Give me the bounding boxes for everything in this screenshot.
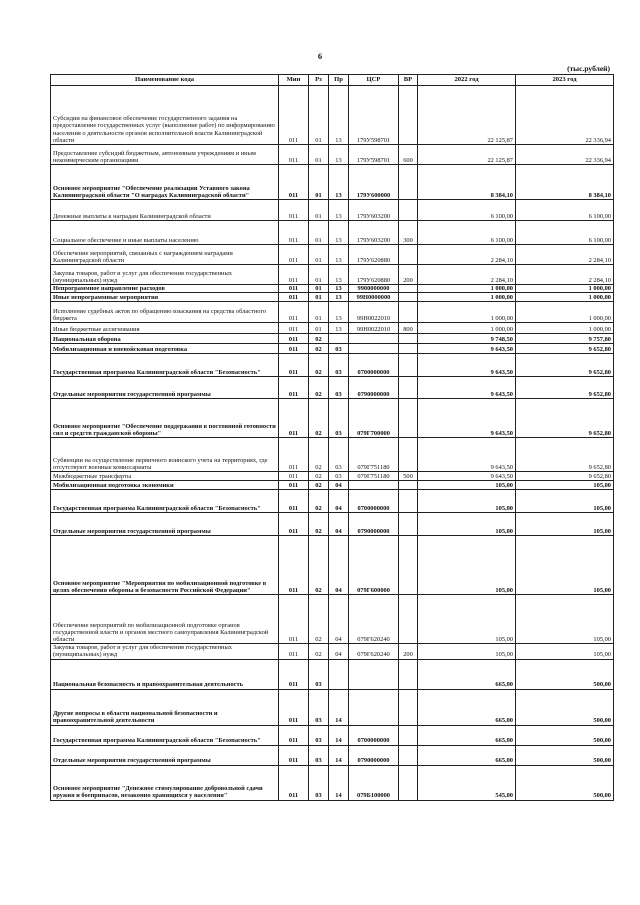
table-row bbox=[51, 86, 614, 145]
cell-pr bbox=[329, 334, 349, 344]
cell-min: 011 bbox=[279, 513, 309, 536]
cell-vr bbox=[399, 490, 418, 513]
cell-rz: 02 bbox=[309, 344, 329, 354]
cell-csr: 99Н0000000 bbox=[349, 293, 399, 302]
cell-y2023: 6 100,00 bbox=[516, 200, 614, 221]
cell-rz: 02 bbox=[309, 644, 329, 659]
table-row bbox=[51, 302, 614, 323]
cell-y2023: 6 100,00 bbox=[516, 221, 614, 245]
cell-pr: 04 bbox=[329, 644, 349, 659]
cell-name: Непрограммное направление расходов bbox=[51, 285, 279, 293]
cell-y2022: 2 284,10 bbox=[418, 245, 516, 265]
cell-csr: 179У603200 bbox=[349, 200, 399, 221]
table-row bbox=[51, 490, 614, 513]
budget-table bbox=[50, 74, 614, 801]
cell-y2023: 1 000,00 bbox=[516, 323, 614, 334]
cell-rz: 01 bbox=[309, 200, 329, 221]
table-row bbox=[51, 399, 614, 438]
cell-rz: 02 bbox=[309, 334, 329, 344]
cell-vr bbox=[399, 165, 418, 200]
cell-name: Государственная программа Калининградской области "Безопасность" bbox=[51, 490, 279, 513]
cell-vr bbox=[399, 293, 418, 302]
cell-y2022: 9 643,50 bbox=[418, 399, 516, 438]
cell-csr: 079Г751180 bbox=[349, 438, 399, 472]
table-row bbox=[51, 472, 614, 481]
cell-name: Национальная оборона bbox=[51, 334, 279, 344]
cell-min: 011 bbox=[279, 490, 309, 513]
cell-csr: 179У603200 bbox=[349, 221, 399, 245]
cell-min: 011 bbox=[279, 438, 309, 472]
cell-y2022: 665,00 bbox=[418, 745, 516, 765]
col-header-csr: ЦСР bbox=[349, 75, 399, 86]
cell-vr bbox=[399, 399, 418, 438]
cell-pr: 03 bbox=[329, 438, 349, 472]
table-row bbox=[51, 145, 614, 165]
cell-rz: 01 bbox=[309, 221, 329, 245]
cell-rz: 03 bbox=[309, 745, 329, 765]
cell-vr bbox=[399, 354, 418, 377]
cell-name: Предоставление субсидий бюджетным, автономным учреждениям и иным некоммерческим организациям bbox=[51, 145, 279, 165]
table-row bbox=[51, 644, 614, 659]
cell-rz: 03 bbox=[309, 725, 329, 745]
cell-min: 011 bbox=[279, 145, 309, 165]
cell-vr bbox=[399, 659, 418, 689]
cell-min: 011 bbox=[279, 334, 309, 344]
cell-pr: 14 bbox=[329, 745, 349, 765]
cell-csr: 179У620880 bbox=[349, 245, 399, 265]
cell-pr: 04 bbox=[329, 490, 349, 513]
cell-vr bbox=[399, 481, 418, 490]
cell-min: 011 bbox=[279, 644, 309, 659]
cell-pr: 13 bbox=[329, 285, 349, 293]
table-row bbox=[51, 765, 614, 800]
cell-name: Другие вопросы в области национальной безопасности и правоохранительной деятельности bbox=[51, 689, 279, 725]
cell-pr: 04 bbox=[329, 481, 349, 490]
cell-name: Отдельные мероприятия государственной программы bbox=[51, 377, 279, 399]
cell-y2022: 665,00 bbox=[418, 659, 516, 689]
cell-rz: 01 bbox=[309, 245, 329, 265]
cell-rz: 01 bbox=[309, 302, 329, 323]
col-header-name: Наименование кода bbox=[51, 75, 279, 86]
cell-y2023: 9 652,80 bbox=[516, 399, 614, 438]
cell-rz: 03 bbox=[309, 765, 329, 800]
cell-csr: 079Г620240 bbox=[349, 644, 399, 659]
cell-vr: 200 bbox=[399, 644, 418, 659]
cell-rz: 03 bbox=[309, 689, 329, 725]
cell-rz: 01 bbox=[309, 285, 329, 293]
cell-pr: 13 bbox=[329, 221, 349, 245]
cell-pr: 03 bbox=[329, 399, 349, 438]
cell-y2022: 9 643,50 bbox=[418, 354, 516, 377]
cell-csr: 179У620880 bbox=[349, 265, 399, 285]
table-row bbox=[51, 200, 614, 221]
cell-y2023: 22 336,94 bbox=[516, 86, 614, 145]
cell-rz: 03 bbox=[309, 659, 329, 689]
cell-csr: 179У600000 bbox=[349, 165, 399, 200]
table-row bbox=[51, 334, 614, 344]
cell-vr bbox=[399, 285, 418, 293]
cell-y2023: 105,00 bbox=[516, 595, 614, 644]
cell-csr: 079Г600000 bbox=[349, 536, 399, 595]
cell-csr: 9900000000 bbox=[349, 285, 399, 293]
col-header-2022: 2022 год bbox=[418, 75, 516, 86]
cell-y2023: 105,00 bbox=[516, 536, 614, 595]
cell-min: 011 bbox=[279, 536, 309, 595]
cell-y2022: 105,00 bbox=[418, 644, 516, 659]
cell-min: 011 bbox=[279, 377, 309, 399]
cell-vr bbox=[399, 86, 418, 145]
cell-vr bbox=[399, 513, 418, 536]
cell-y2023: 9 757,80 bbox=[516, 334, 614, 344]
cell-y2023: 2 284,10 bbox=[516, 265, 614, 285]
table-row bbox=[51, 595, 614, 644]
cell-pr: 14 bbox=[329, 765, 349, 800]
cell-y2022: 105,00 bbox=[418, 490, 516, 513]
cell-vr bbox=[399, 302, 418, 323]
cell-min: 011 bbox=[279, 285, 309, 293]
cell-y2023: 105,00 bbox=[516, 513, 614, 536]
cell-y2023: 500,00 bbox=[516, 689, 614, 725]
cell-name: Государственная программа Калининградской области "Безопасность" bbox=[51, 725, 279, 745]
cell-pr: 13 bbox=[329, 293, 349, 302]
cell-y2023: 105,00 bbox=[516, 481, 614, 490]
cell-name: Основное мероприятие "Обеспечение поддержания в постоянной готовности сил и средств гражданской обороны" bbox=[51, 399, 279, 438]
cell-rz: 01 bbox=[309, 323, 329, 334]
cell-min: 011 bbox=[279, 481, 309, 490]
cell-y2022: 9 643,50 bbox=[418, 344, 516, 354]
cell-y2023: 9 652,80 bbox=[516, 344, 614, 354]
cell-name: Мобилизационная и вневойсковая подготовка bbox=[51, 344, 279, 354]
cell-y2022: 8 384,10 bbox=[418, 165, 516, 200]
cell-rz: 01 bbox=[309, 165, 329, 200]
cell-vr bbox=[399, 334, 418, 344]
cell-csr: 0790000000 bbox=[349, 513, 399, 536]
cell-vr: 500 bbox=[399, 472, 418, 481]
cell-csr: 079Г700000 bbox=[349, 399, 399, 438]
cell-csr: 079Г751180 bbox=[349, 472, 399, 481]
cell-name: Иные бюджетные ассигнования bbox=[51, 323, 279, 334]
cell-y2022: 22 125,87 bbox=[418, 86, 516, 145]
cell-rz: 01 bbox=[309, 265, 329, 285]
cell-y2022: 9 643,50 bbox=[418, 472, 516, 481]
cell-name: Отдельные мероприятия государственной программы bbox=[51, 745, 279, 765]
cell-y2023: 9 652,80 bbox=[516, 438, 614, 472]
cell-min: 011 bbox=[279, 302, 309, 323]
cell-pr: 13 bbox=[329, 245, 349, 265]
cell-min: 011 bbox=[279, 725, 309, 745]
cell-y2022: 105,00 bbox=[418, 536, 516, 595]
cell-rz: 02 bbox=[309, 377, 329, 399]
cell-rz: 02 bbox=[309, 595, 329, 644]
cell-pr: 03 bbox=[329, 472, 349, 481]
table-row bbox=[51, 689, 614, 725]
cell-csr bbox=[349, 689, 399, 725]
cell-name: Социальное обеспечение и иные выплаты населению bbox=[51, 221, 279, 245]
cell-vr bbox=[399, 344, 418, 354]
cell-rz: 02 bbox=[309, 490, 329, 513]
cell-vr bbox=[399, 765, 418, 800]
table-row bbox=[51, 285, 614, 293]
cell-pr: 03 bbox=[329, 354, 349, 377]
col-header-2023: 2023 год bbox=[516, 75, 614, 86]
cell-name: Субсидии на финансовое обеспечение государственного задания на предоставление государственных услуг (выполнение работ) по информированию населения о деятельности органов исполнительной власти Калининградской области bbox=[51, 86, 279, 145]
cell-pr: 13 bbox=[329, 265, 349, 285]
table-row bbox=[51, 221, 614, 245]
cell-name: Исполнение судебных актов по обращению взыскания на средства областного бюджета bbox=[51, 302, 279, 323]
cell-name: Основное мероприятие "Обеспечение реализации Уставного закона Калининградской области "О наградах Калининградской области" bbox=[51, 165, 279, 200]
cell-min: 011 bbox=[279, 689, 309, 725]
table-row bbox=[51, 659, 614, 689]
cell-vr bbox=[399, 200, 418, 221]
table-row bbox=[51, 745, 614, 765]
cell-pr: 13 bbox=[329, 86, 349, 145]
cell-vr bbox=[399, 689, 418, 725]
cell-y2022: 665,00 bbox=[418, 725, 516, 745]
cell-rz: 01 bbox=[309, 145, 329, 165]
cell-csr: 0700000000 bbox=[349, 490, 399, 513]
cell-y2023: 9 652,80 bbox=[516, 472, 614, 481]
cell-pr: 04 bbox=[329, 595, 349, 644]
cell-y2023: 2 284,10 bbox=[516, 245, 614, 265]
cell-pr: 03 bbox=[329, 344, 349, 354]
page-number: 6 bbox=[317, 51, 323, 61]
cell-min: 011 bbox=[279, 323, 309, 334]
cell-vr bbox=[399, 245, 418, 265]
table-row bbox=[51, 377, 614, 399]
cell-vr bbox=[399, 377, 418, 399]
cell-y2022: 105,00 bbox=[418, 513, 516, 536]
cell-csr: 99Н0022010 bbox=[349, 302, 399, 323]
cell-y2022: 665,00 bbox=[418, 689, 516, 725]
cell-pr: 04 bbox=[329, 513, 349, 536]
cell-csr: 079Б100000 bbox=[349, 765, 399, 800]
table-row bbox=[51, 536, 614, 595]
cell-rz: 02 bbox=[309, 481, 329, 490]
cell-pr: 13 bbox=[329, 165, 349, 200]
cell-name: Закупка товаров, работ и услуг для обеспечения государственных (муниципальных) нужд bbox=[51, 644, 279, 659]
cell-y2023: 22 336,94 bbox=[516, 145, 614, 165]
col-header-pr: Пр bbox=[329, 75, 349, 86]
cell-csr: 0790000000 bbox=[349, 377, 399, 399]
cell-y2022: 105,00 bbox=[418, 481, 516, 490]
cell-y2022: 22 125,87 bbox=[418, 145, 516, 165]
cell-name: Субвенции на осуществление первичного воинского учета на территориях, где отсутствуют военные комиссариаты bbox=[51, 438, 279, 472]
cell-csr: 0700000000 bbox=[349, 354, 399, 377]
cell-csr bbox=[349, 344, 399, 354]
cell-csr: 179У598701 bbox=[349, 86, 399, 145]
table-row bbox=[51, 513, 614, 536]
cell-csr: 079Г620240 bbox=[349, 595, 399, 644]
cell-name: Отдельные мероприятия государственной программы bbox=[51, 513, 279, 536]
cell-rz: 01 bbox=[309, 86, 329, 145]
cell-y2022: 1 000,00 bbox=[418, 293, 516, 302]
cell-y2022: 6 100,00 bbox=[418, 221, 516, 245]
col-header-min: Мин bbox=[279, 75, 309, 86]
cell-rz: 02 bbox=[309, 472, 329, 481]
cell-y2023: 500,00 bbox=[516, 725, 614, 745]
cell-y2023: 1 000,00 bbox=[516, 293, 614, 302]
cell-vr bbox=[399, 536, 418, 595]
cell-y2022: 1 000,00 bbox=[418, 285, 516, 293]
cell-y2023: 500,00 bbox=[516, 745, 614, 765]
cell-pr: 03 bbox=[329, 377, 349, 399]
cell-name: Основное мероприятие "Мероприятия по мобилизационной подготовке в целях обеспечения обороны и безопасности Российской Федерации" bbox=[51, 536, 279, 595]
cell-min: 011 bbox=[279, 399, 309, 438]
cell-y2023: 1 000,00 bbox=[516, 285, 614, 293]
cell-min: 011 bbox=[279, 86, 309, 145]
cell-min: 011 bbox=[279, 472, 309, 481]
table-row bbox=[51, 245, 614, 265]
cell-csr: 0700000000 bbox=[349, 725, 399, 745]
cell-csr bbox=[349, 481, 399, 490]
cell-pr: 14 bbox=[329, 689, 349, 725]
table-row bbox=[51, 354, 614, 377]
cell-name: Мобилизационная подготовка экономики bbox=[51, 481, 279, 490]
cell-min: 011 bbox=[279, 745, 309, 765]
cell-min: 011 bbox=[279, 293, 309, 302]
cell-rz: 02 bbox=[309, 399, 329, 438]
cell-y2023: 105,00 bbox=[516, 490, 614, 513]
cell-vr: 600 bbox=[399, 145, 418, 165]
cell-y2022: 9 643,50 bbox=[418, 438, 516, 472]
cell-rz: 02 bbox=[309, 536, 329, 595]
cell-y2022: 1 000,00 bbox=[418, 302, 516, 323]
col-header-vr: ВР bbox=[399, 75, 418, 86]
cell-name: Государственная программа Калининградской области "Безопасность" bbox=[51, 354, 279, 377]
cell-pr: 13 bbox=[329, 200, 349, 221]
cell-name: Обеспечение мероприятий по мобилизационной подготовке органов государственной власти и органов местного самоуправления Калининградской области bbox=[51, 595, 279, 644]
cell-min: 011 bbox=[279, 165, 309, 200]
cell-y2022: 105,00 bbox=[418, 595, 516, 644]
cell-vr bbox=[399, 438, 418, 472]
cell-y2022: 9 748,50 bbox=[418, 334, 516, 344]
cell-rz: 02 bbox=[309, 438, 329, 472]
cell-csr: 179У598701 bbox=[349, 145, 399, 165]
cell-y2023: 9 652,80 bbox=[516, 354, 614, 377]
cell-y2023: 8 384,10 bbox=[516, 165, 614, 200]
table-row bbox=[51, 344, 614, 354]
cell-min: 011 bbox=[279, 221, 309, 245]
cell-y2022: 9 643,50 bbox=[418, 377, 516, 399]
cell-min: 011 bbox=[279, 595, 309, 644]
cell-vr bbox=[399, 595, 418, 644]
table-header-row bbox=[51, 75, 614, 86]
cell-pr: 13 bbox=[329, 302, 349, 323]
cell-pr: 14 bbox=[329, 725, 349, 745]
cell-vr: 300 bbox=[399, 221, 418, 245]
table-row bbox=[51, 725, 614, 745]
cell-y2022: 1 000,00 bbox=[418, 323, 516, 334]
cell-y2022: 2 284,10 bbox=[418, 265, 516, 285]
cell-y2023: 1 000,00 bbox=[516, 302, 614, 323]
cell-csr: 99Н0022010 bbox=[349, 323, 399, 334]
cell-min: 011 bbox=[279, 659, 309, 689]
cell-csr: 0790000000 bbox=[349, 745, 399, 765]
cell-name: Денежные выплаты к наградам Калининградской области bbox=[51, 200, 279, 221]
cell-y2023: 500,00 bbox=[516, 659, 614, 689]
cell-pr: 04 bbox=[329, 536, 349, 595]
cell-vr bbox=[399, 725, 418, 745]
cell-name: Закупка товаров, работ и услуг для обеспечения государственных (муниципальных) нужд bbox=[51, 265, 279, 285]
cell-y2023: 500,00 bbox=[516, 765, 614, 800]
cell-y2022: 545,00 bbox=[418, 765, 516, 800]
cell-csr bbox=[349, 334, 399, 344]
cell-vr: 800 bbox=[399, 323, 418, 334]
cell-y2022: 6 100,00 bbox=[418, 200, 516, 221]
cell-name: Межбюджетные трансферты bbox=[51, 472, 279, 481]
cell-y2023: 9 652,80 bbox=[516, 377, 614, 399]
cell-name: Основное мероприятие "Денежное стимулирование добровольной сдачи оружия и боеприпасов, незаконно хранящихся у населения" bbox=[51, 765, 279, 800]
table-row bbox=[51, 293, 614, 302]
cell-name: Обеспечение мероприятий, связанных с награждением наградами Калининградской области bbox=[51, 245, 279, 265]
cell-name: Национальная безопасность и правоохранительная деятельность bbox=[51, 659, 279, 689]
table-row bbox=[51, 265, 614, 285]
cell-rz: 01 bbox=[309, 293, 329, 302]
col-header-rz: Рз bbox=[309, 75, 329, 86]
cell-min: 011 bbox=[279, 354, 309, 377]
table-body bbox=[51, 86, 614, 801]
cell-vr bbox=[399, 745, 418, 765]
cell-vr: 200 bbox=[399, 265, 418, 285]
cell-pr: 13 bbox=[329, 145, 349, 165]
cell-csr bbox=[349, 659, 399, 689]
cell-y2023: 105,00 bbox=[516, 644, 614, 659]
cell-min: 011 bbox=[279, 765, 309, 800]
cell-min: 011 bbox=[279, 200, 309, 221]
cell-name: Иные непрограммные мероприятия bbox=[51, 293, 279, 302]
cell-min: 011 bbox=[279, 265, 309, 285]
cell-min: 011 bbox=[279, 344, 309, 354]
cell-pr bbox=[329, 659, 349, 689]
cell-pr: 13 bbox=[329, 323, 349, 334]
table-row bbox=[51, 481, 614, 490]
cell-min: 011 bbox=[279, 245, 309, 265]
table-row bbox=[51, 165, 614, 200]
table-row bbox=[51, 438, 614, 472]
cell-rz: 02 bbox=[309, 354, 329, 377]
cell-rz: 02 bbox=[309, 513, 329, 536]
table-row bbox=[51, 323, 614, 334]
units-label: (тыс.рублей) bbox=[567, 64, 610, 73]
